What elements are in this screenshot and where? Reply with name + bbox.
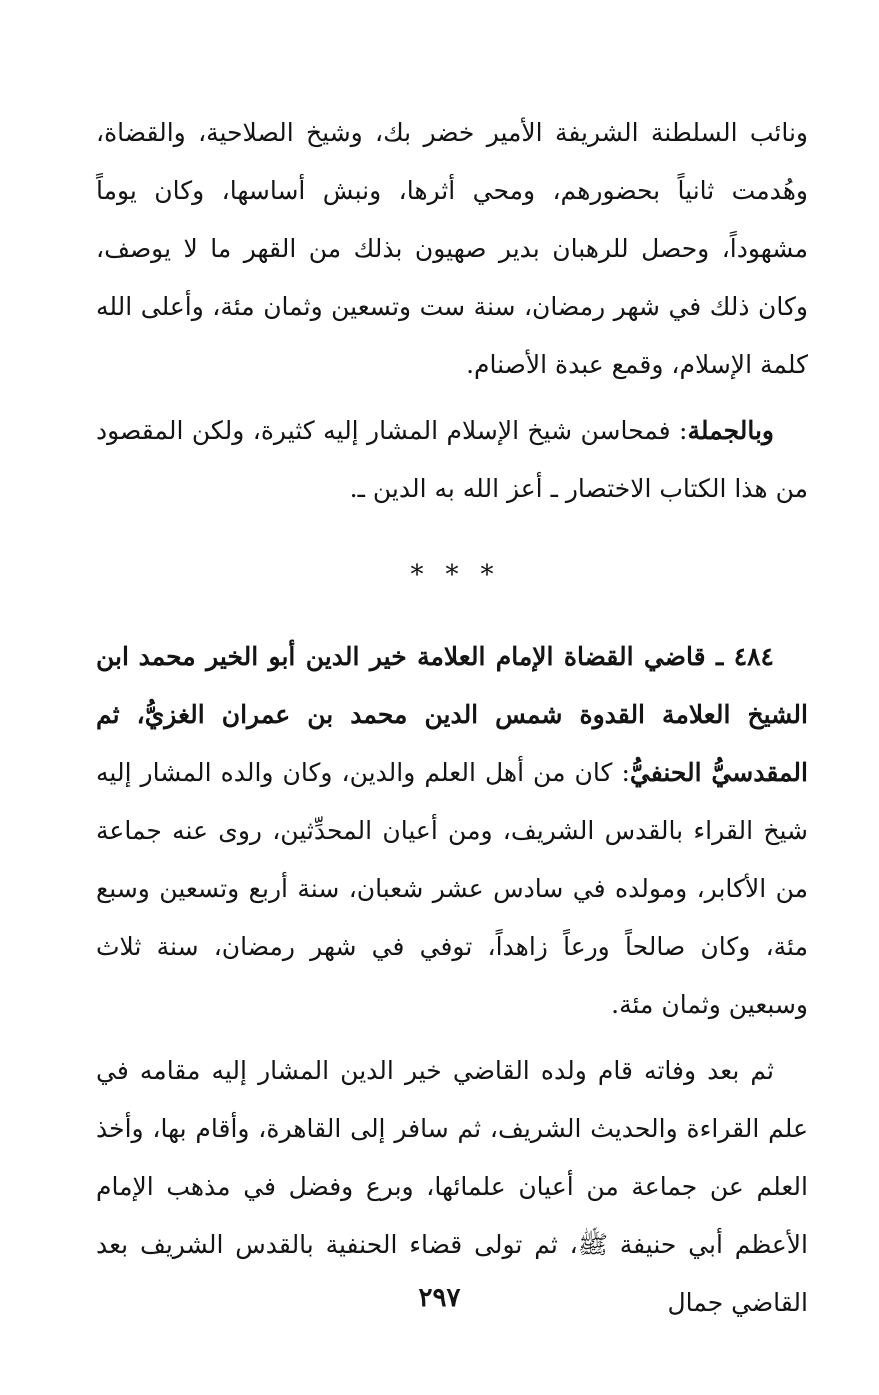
text-line: مئة، وكان صالحاً ورعاً زاهداً، توفي في شهر رمضان، سنة ثلاث bbox=[96, 932, 808, 961]
paragraph-2 bbox=[96, 402, 808, 518]
text-line: المقصود من هذا الكتاب الاختصار ـ أعز الله به الدين ـ. bbox=[96, 416, 808, 503]
text-line: : فمحاسن شيخ الإسلام المشار إليه كثيرة، ولكن bbox=[191, 416, 688, 445]
paragraph-2-lead: وبالجملة bbox=[687, 416, 774, 445]
text-line: حنيفة ﷺ، ثم تولى قضاء الحنفية بالقدس الشريف بعد القاضي جمال bbox=[96, 1230, 808, 1317]
text-line: وهُدمت ثانياً بحضورهم، ومحي أثرها، ونبش أساسها، وكان يوماً bbox=[96, 176, 808, 205]
text-line: مشهوداً، وحصل للرهبان بدير صهيون بذلك من القهر ما لا يوصف، bbox=[96, 234, 808, 263]
page-number: ٢٩٧ bbox=[418, 1283, 461, 1313]
text-line: ونائب السلطنة الشريفة الأمير خضر بك، وشيخ الصلاحية، والقضاة، bbox=[96, 118, 808, 147]
section-divider bbox=[96, 540, 808, 610]
paragraph-1 bbox=[96, 104, 808, 394]
divider-star: * bbox=[480, 560, 494, 590]
entry-heading-line: ٤٨٤ ـ قاضي القضاة الإمام العلامة خير الدين أبو الخير محمد bbox=[138, 642, 774, 671]
text-line: : كان من أهل العلم والدين، وكان والده المشار إليه bbox=[96, 758, 630, 787]
text-line: من الأكابر، ومولده في سادس عشر شعبان، سنة أربع وتسعين وسبع bbox=[96, 874, 808, 903]
text-line: ثم بعد وفاته قام ولده القاضي خير الدين المشار إليه مقامه في علم bbox=[96, 1056, 808, 1143]
text-line: عن جماعة من أعيان علمائها، وبرع وفضل في مذهب الإمام الأعظم أبي bbox=[96, 1172, 808, 1259]
entry-heading-nisba: المقدسيُّ الحنفيُّ bbox=[629, 758, 808, 787]
divider-star: * bbox=[410, 560, 424, 590]
text-line: شيخ القراء بالقدس الشريف، ومن أعيان المحدِّثين، روى عنه جماعة bbox=[96, 816, 808, 845]
text-line: كلمة الإسلام، وقمع عبدة الأصنام. bbox=[466, 350, 808, 379]
text-line: وكان ذلك في شهر رمضان، سنة ست وتسعين وثمان مئة، وأعلى الله bbox=[96, 292, 808, 321]
text-line: القراءة والحديث الشريف، ثم سافر إلى القاهرة، وأقام بها، وأخذ العلم bbox=[96, 1114, 808, 1201]
divider-star: * bbox=[445, 560, 459, 590]
entry-heading-line: ابن الشيخ العلامة القدوة شمس الدين محمد بن عمران الغزيُّ، ثم bbox=[96, 642, 808, 729]
page-body bbox=[96, 104, 808, 1317]
text-line: وسبعين وثمان مئة. bbox=[611, 990, 808, 1019]
entry-484 bbox=[96, 628, 808, 1034]
